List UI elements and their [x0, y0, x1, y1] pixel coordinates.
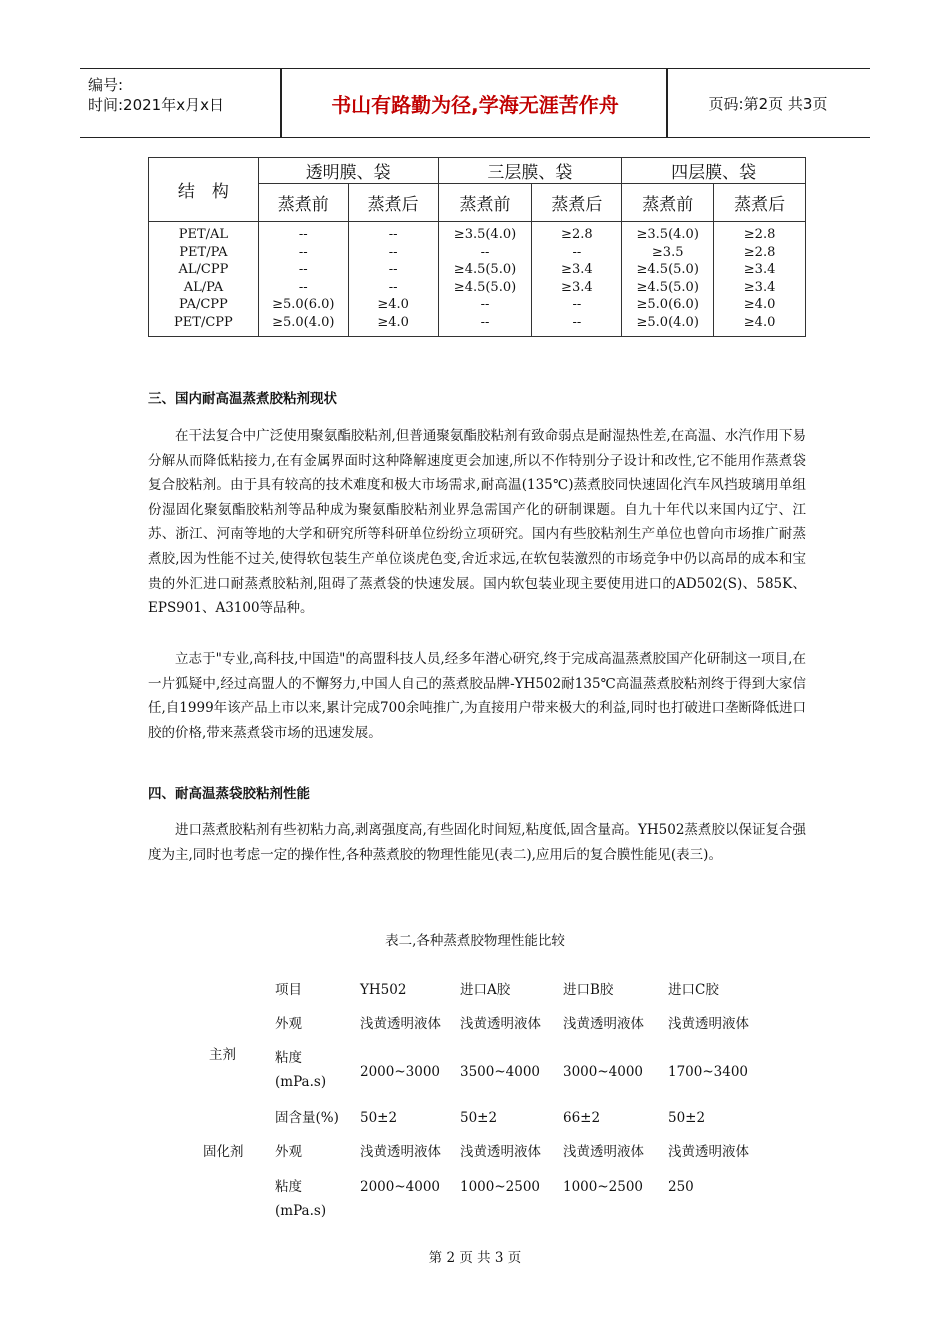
table-value: ≥4.0 [377, 314, 409, 330]
column-header: YH502 [360, 982, 407, 998]
table-value: ≥4.0 [377, 297, 409, 312]
value-column [622, 222, 714, 337]
row-item-unit: (mPa.s) [275, 1074, 327, 1090]
table-value: -- [572, 314, 582, 330]
table-value: -- [572, 244, 582, 260]
table-cell: 浅黄透明液体 [563, 1016, 644, 1032]
value-column [714, 222, 806, 337]
table-cell: 浅黄透明液体 [460, 1016, 541, 1032]
table-value: ≥3.5(4.0) [453, 227, 517, 242]
table-value: -- [298, 244, 308, 260]
group-header: 三层膜、袋 [438, 158, 622, 184]
value-column [532, 222, 622, 337]
table-value: ≥3.4 [743, 279, 776, 295]
structure-name: PET/CPP [174, 314, 233, 330]
table-value: ≥4.5(5.0) [636, 262, 699, 277]
table-cell: 66±2 [563, 1110, 601, 1126]
table-value: ≥4.5(5.0) [453, 262, 517, 277]
table-value: -- [298, 227, 308, 242]
header-page-number: 页码:第2页 共3页 [708, 95, 828, 113]
table-value: -- [388, 244, 398, 260]
table-value: ≥5.0(6.0) [272, 297, 335, 312]
paragraph: 在干法复合中广泛使用聚氨酯胶粘剂,但普通聚氨酯胶粘剂有致命弱点是耐湿热性差,在高温、水汽作用下易分解从而降低粘接力,在有金属界面时这种降解速度更会加速,所以不作特别分子设计和改性,它不能用作蒸煮袋复合胶粘剂。由于具有较高的技术难度和极大市场需求,耐高温(135℃)蒸煮胶同快速固化汽车风挡玻璃用单组份湿固化聚氨酯胶粘剂等品种成为聚氨酯胶粘剂业界急需国产化的研制课题。自九十年代以来国内辽宁、江苏、浙江、河南等地的大学和研究所等科研单位纷纷立项研究。国内有些胶粘剂生产单位也曾向市场推广耐蒸煮胶,因为性能不过关,使得软包装生产单位谈虎色变,舍近求远,在软包装激烈的市场竞争中仍以高昂的成本和宝贵的外汇进口耐蒸煮胶粘剂,阻碍了蒸煮袋的快速发展。国内软包装业现主要使用进口的AD502(S)、585K、EPS901、A3100等品种。 [148, 428, 806, 617]
sub-header: 蒸煮前 [622, 184, 714, 222]
structure-name: PET/PA [179, 244, 228, 260]
section3-body [148, 424, 806, 621]
table-cell: 浅黄透明液体 [563, 1144, 644, 1160]
column-header: 进口A胶 [460, 982, 511, 998]
table-value: -- [388, 262, 398, 277]
table-value: -- [572, 297, 582, 312]
structure-name: AL/PA [183, 279, 224, 295]
structure-table [148, 157, 806, 337]
table-cell: 1000~2500 [460, 1179, 541, 1195]
table-cell: 浅黄透明液体 [460, 1144, 541, 1160]
page-footer: 第 2 页 共 3 页 [428, 1250, 522, 1266]
structure-name: AL/CPP [178, 262, 229, 277]
table-value: ≥3.4 [561, 279, 593, 295]
table-cell: 50±2 [668, 1110, 706, 1126]
sub-header: 蒸煮后 [532, 184, 622, 222]
group-header: 透明膜、袋 [258, 158, 438, 184]
table-cell: 浅黄透明液体 [668, 1144, 749, 1160]
column-header: 进口B胶 [563, 982, 614, 998]
value-column [258, 222, 348, 337]
sub-header: 蒸煮后 [348, 184, 438, 222]
value-column [438, 222, 532, 337]
sub-header: 蒸煮前 [258, 184, 348, 222]
table-cell: 50±2 [360, 1110, 398, 1126]
sub-header: 蒸煮后 [714, 184, 806, 222]
table-cell: 1700~3400 [668, 1064, 749, 1080]
table-value: ≥5.0(4.0) [636, 314, 699, 330]
row-item: 粘度 [275, 1179, 302, 1195]
value-column [348, 222, 438, 337]
table-value: ≥4.0 [743, 314, 776, 330]
table-value: ≥3.5(4.0) [636, 227, 699, 242]
row-item: 固含量(%) [275, 1110, 339, 1126]
table-cell: 2000~3000 [360, 1064, 441, 1080]
table-value: -- [388, 279, 398, 295]
header-motto: 书山有路勤为径,学海无涯苦作舟 [331, 93, 619, 117]
table-cell: 浅黄透明液体 [668, 1016, 749, 1032]
table-value: -- [480, 314, 490, 330]
column-header: 项目 [275, 982, 302, 998]
section-heading: 四、耐高温蒸袋胶粘剂性能 [148, 786, 310, 802]
table-cell: 2000~4000 [360, 1179, 441, 1195]
section4-body [148, 818, 806, 867]
section-heading: 三、国内耐高温蒸煮胶粘剂现状 [148, 391, 337, 407]
table-cell: 1000~2500 [563, 1179, 644, 1195]
table-value: -- [298, 262, 308, 277]
page-header [80, 68, 870, 138]
table-cell: 3500~4000 [460, 1064, 541, 1080]
row-item: 粘度 [275, 1050, 302, 1066]
table-value: ≥3.4 [743, 262, 776, 277]
table-cell: 3000~4000 [563, 1064, 644, 1080]
table-cell: 浅黄透明液体 [360, 1144, 441, 1160]
table-value: ≥5.0(6.0) [636, 297, 699, 312]
table-value: -- [480, 244, 490, 260]
header-time: 时间:2021年x月x日 [88, 96, 224, 114]
table-cell: 浅黄透明液体 [360, 1016, 441, 1032]
table-value: ≥2.8 [743, 244, 776, 260]
table-caption: 表二,各种蒸煮胶物理性能比较 [385, 933, 565, 949]
paragraph: 立志于"专业,高科技,中国造"的高盟科技人员,经多年潜心研究,终于完成高温蒸煮胶国产化研制这一项目,在一片狐疑中,经过高盟人的不懈努力,中国人自己的蒸煮胶品牌-YH502耐135℃高温蒸煮胶粘剂终于得到大家信任,自1999年该产品上市以来,累计完成700余吨推广,为直接用户带来极大的利益,同时也打破进口垄断降低进口胶的价格,带来蒸煮袋市场的迅速发展。 [148, 651, 806, 741]
group-label: 固化剂 [203, 1144, 244, 1160]
row-item: 外观 [275, 1016, 302, 1032]
table-value: -- [388, 227, 398, 242]
header-meta [88, 75, 224, 115]
structure-name: PET/AL [178, 227, 229, 242]
table-cell: 50±2 [460, 1110, 498, 1126]
table-value: -- [298, 279, 308, 295]
table-value: ≥2.8 [561, 227, 593, 242]
table-cell: 250 [668, 1179, 694, 1195]
structure-list [149, 222, 259, 337]
table-value: ≥5.0(4.0) [272, 314, 335, 330]
table-value: ≥3.4 [561, 262, 593, 277]
table-value: ≥4.5(5.0) [453, 279, 517, 295]
section3-body-2 [148, 647, 806, 745]
column-header: 进口C胶 [668, 982, 719, 998]
sub-header: 蒸煮前 [438, 184, 532, 222]
struct-header: 结 构 [149, 158, 259, 222]
paragraph: 进口蒸煮胶粘剂有些初粘力高,剥离强度高,有些固化时间短,粘度低,固含量高。YH502蒸煮胶以保证复合强度为主,同时也考虑一定的操作性,各种蒸煮胶的物理性能见(表二),应用后的复合膜性能见(表三)。 [148, 822, 806, 863]
structure-name: PA/CPP [179, 297, 228, 312]
group-header: 四层膜、袋 [622, 158, 806, 184]
table-value: ≥2.8 [743, 227, 776, 242]
group-label: 主剂 [209, 1047, 236, 1063]
table-value: ≥3.5 [651, 244, 684, 260]
table-value: -- [480, 297, 490, 312]
row-item-unit: (mPa.s) [275, 1203, 327, 1219]
table-value: ≥4.5(5.0) [636, 279, 699, 295]
row-item: 外观 [275, 1144, 302, 1160]
table-value: ≥4.0 [743, 297, 776, 312]
header-number: 编号: [88, 76, 124, 94]
